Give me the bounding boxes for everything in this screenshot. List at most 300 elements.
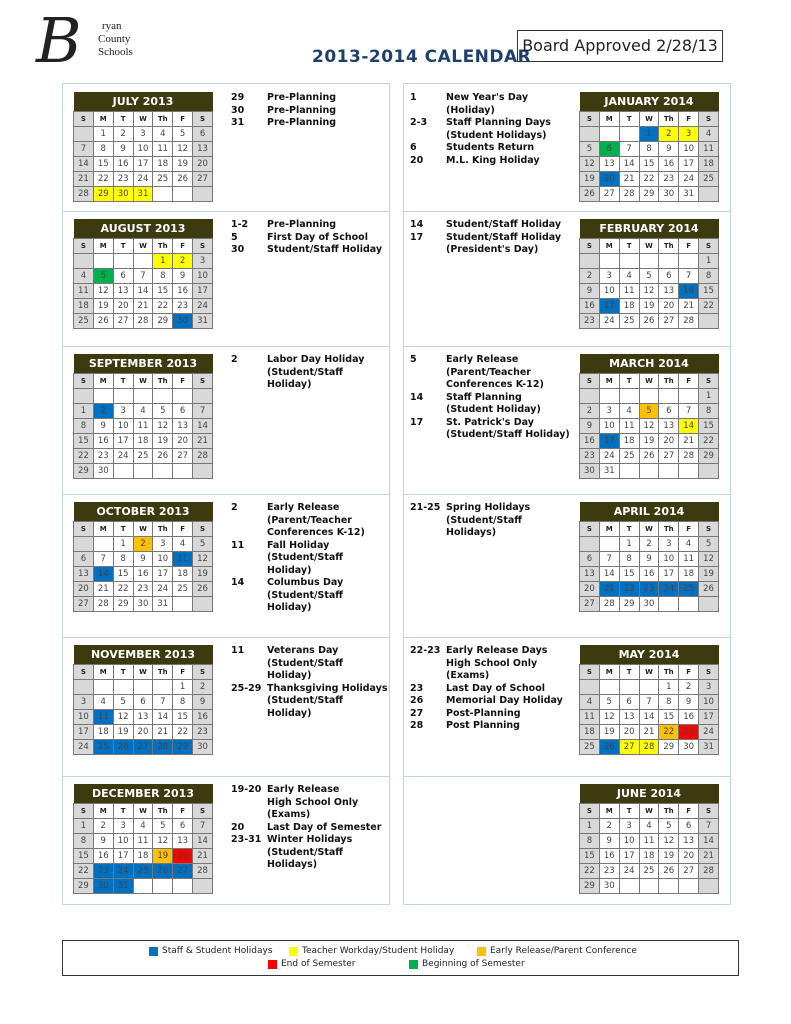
event-list	[410, 92, 575, 167]
day-cell: 8	[74, 834, 94, 849]
day-cell: 24	[599, 449, 619, 464]
day-cell: 14	[153, 710, 173, 725]
day-cell: 21	[699, 849, 719, 864]
day-cell: 23	[639, 582, 659, 597]
day-cell: 2	[93, 819, 113, 834]
day-cell: 21	[639, 725, 659, 740]
day-cell: 12	[659, 834, 679, 849]
weekday-header: S	[699, 112, 719, 127]
day-cell: 1	[93, 127, 113, 142]
day-cell: 13	[193, 142, 213, 157]
day-cell: 10	[619, 834, 639, 849]
event-date: 17	[410, 231, 424, 243]
month-panel	[404, 211, 730, 347]
day-cell: 11	[580, 710, 600, 725]
day-cell: 17	[193, 284, 213, 299]
day-cell: 30	[659, 187, 679, 202]
weekday-header: W	[639, 665, 659, 680]
empty-cell	[619, 127, 639, 142]
day-cell: 17	[679, 157, 699, 172]
event-description: Staff Planning Days (Student Holidays)	[446, 117, 551, 141]
month-calendar	[579, 219, 719, 329]
day-cell: 27	[659, 449, 679, 464]
day-cell: 18	[619, 299, 639, 314]
month-calendar	[73, 784, 213, 894]
day-cell: 27	[580, 597, 600, 612]
month-panel	[404, 494, 730, 638]
day-cell: 5	[193, 537, 213, 552]
event-date: 31	[231, 117, 245, 128]
weekday-header: W	[639, 374, 659, 389]
day-cell: 14	[193, 419, 213, 434]
event-date: 14	[410, 391, 424, 403]
day-cell: 2	[599, 819, 619, 834]
legend	[62, 940, 739, 976]
day-cell: 16	[599, 849, 619, 864]
event-date: 27	[410, 707, 424, 719]
day-cell: 2	[193, 680, 213, 695]
day-cell: 22	[74, 449, 94, 464]
event-date: 22-23	[410, 645, 441, 656]
empty-cell	[580, 537, 600, 552]
day-cell: 6	[580, 552, 600, 567]
empty-cell	[113, 680, 133, 695]
month-title: MAY 2014	[580, 645, 719, 665]
weekday-header: F	[173, 239, 193, 254]
logo-letter: B	[36, 4, 82, 77]
day-cell: 9	[659, 142, 679, 157]
event-item	[410, 354, 575, 392]
day-cell: 9	[193, 695, 213, 710]
day-cell: 6	[113, 269, 133, 284]
day-cell: 29	[74, 464, 94, 479]
weekday-header: Th	[153, 239, 173, 254]
right-column	[403, 83, 731, 905]
legend-item	[149, 946, 273, 956]
day-cell: 3	[113, 819, 133, 834]
day-cell: 6	[679, 819, 699, 834]
event-description: Early Release (Parent/Teacher Conferences K-12)	[446, 354, 544, 390]
empty-cell	[93, 254, 113, 269]
day-cell: 17	[113, 849, 133, 864]
weekday-header: T	[113, 112, 133, 127]
event-description: Last Day of Semester	[267, 821, 382, 833]
month-calendar	[579, 645, 719, 755]
empty-cell	[599, 127, 619, 142]
day-cell: 13	[659, 419, 679, 434]
event-date: 30	[231, 104, 245, 116]
weekday-header: W	[639, 804, 659, 819]
day-cell: 18	[619, 434, 639, 449]
day-cell: 13	[74, 567, 94, 582]
day-cell: 2	[679, 680, 699, 695]
day-cell: 12	[173, 142, 193, 157]
event-description: M.L. King Holiday	[446, 154, 540, 166]
empty-cell	[619, 879, 639, 894]
day-cell: 24	[133, 172, 153, 187]
day-cell: 24	[619, 864, 639, 879]
day-cell: 22	[699, 434, 719, 449]
day-cell: 28	[639, 740, 659, 755]
weekday-header: S	[580, 374, 600, 389]
month-title: OCTOBER 2013	[74, 502, 213, 522]
day-cell: 6	[659, 404, 679, 419]
day-cell: 15	[580, 849, 600, 864]
event-item	[410, 142, 575, 155]
empty-cell	[193, 187, 213, 202]
day-cell: 12	[113, 710, 133, 725]
day-cell: 28	[93, 597, 113, 612]
day-cell: 27	[133, 740, 153, 755]
day-cell: 28	[599, 597, 619, 612]
empty-cell	[153, 389, 173, 404]
day-cell: 25	[133, 449, 153, 464]
event-description: Post Planning	[446, 720, 520, 731]
day-cell: 14	[193, 834, 213, 849]
event-item	[231, 244, 389, 257]
weekday-header: M	[93, 804, 113, 819]
day-cell: 9	[580, 284, 600, 299]
swatch-icon	[149, 947, 158, 956]
day-cell: 10	[659, 552, 679, 567]
day-cell: 8	[580, 834, 600, 849]
day-cell: 1	[113, 537, 133, 552]
weekday-header: Th	[659, 112, 679, 127]
empty-cell	[679, 597, 699, 612]
event-item	[231, 540, 389, 578]
legend-item	[409, 959, 525, 969]
event-list	[231, 354, 389, 392]
weekday-header: S	[74, 112, 94, 127]
day-cell: 25	[153, 172, 173, 187]
weekday-header: T	[619, 804, 639, 819]
day-cell: 26	[193, 582, 213, 597]
day-cell: 30	[133, 597, 153, 612]
event-date: 25-29	[231, 682, 262, 694]
weekday-header: F	[679, 665, 699, 680]
empty-cell	[580, 254, 600, 269]
day-cell: 5	[153, 819, 173, 834]
month-title: NOVEMBER 2013	[74, 645, 213, 665]
day-cell: 6	[619, 695, 639, 710]
day-cell: 25	[133, 864, 153, 879]
weekday-header: T	[619, 374, 639, 389]
empty-cell	[639, 680, 659, 695]
day-cell: 24	[599, 314, 619, 329]
day-cell: 11	[173, 552, 193, 567]
event-date: 20	[231, 821, 245, 833]
day-cell: 22	[619, 582, 639, 597]
day-cell: 24	[113, 449, 133, 464]
bryan-county-schools-logo	[36, 4, 146, 77]
event-description: Memorial Day Holiday	[446, 695, 563, 706]
month-title: MARCH 2014	[580, 354, 719, 374]
month-calendar	[73, 92, 213, 202]
day-cell: 12	[93, 284, 113, 299]
empty-cell	[74, 537, 94, 552]
day-cell: 1	[580, 819, 600, 834]
event-item	[231, 219, 389, 232]
month-panel	[63, 637, 389, 777]
weekday-header: Th	[659, 665, 679, 680]
event-item	[410, 92, 575, 117]
month-calendar	[73, 219, 213, 329]
day-cell: 21	[133, 299, 153, 314]
empty-cell	[580, 680, 600, 695]
day-cell: 29	[659, 740, 679, 755]
day-cell: 28	[153, 740, 173, 755]
day-cell: 23	[133, 582, 153, 597]
weekday-header: Th	[153, 522, 173, 537]
day-cell: 11	[639, 834, 659, 849]
day-cell: 26	[580, 187, 600, 202]
empty-cell	[193, 597, 213, 612]
day-cell: 11	[93, 710, 113, 725]
weekday-header: M	[93, 239, 113, 254]
day-cell: 5	[93, 269, 113, 284]
swatch-icon	[477, 947, 486, 956]
day-cell: 10	[113, 419, 133, 434]
day-cell: 26	[599, 740, 619, 755]
empty-cell	[173, 389, 193, 404]
day-cell: 12	[580, 157, 600, 172]
event-date: 29	[231, 92, 245, 103]
day-cell: 7	[679, 269, 699, 284]
empty-cell	[193, 464, 213, 479]
month-panel	[404, 84, 730, 212]
day-cell: 1	[173, 680, 193, 695]
day-cell: 4	[639, 819, 659, 834]
legend-label: Early Release/Parent Conference	[490, 946, 637, 956]
day-cell: 17	[599, 434, 619, 449]
day-cell: 18	[580, 725, 600, 740]
weekday-header: T	[619, 665, 639, 680]
logo-text: ryan	[102, 20, 122, 32]
weekday-header: M	[93, 112, 113, 127]
day-cell: 15	[93, 157, 113, 172]
event-date: 21-25	[410, 502, 441, 513]
day-cell: 5	[699, 537, 719, 552]
empty-cell	[619, 389, 639, 404]
event-item	[410, 392, 575, 417]
day-cell: 19	[193, 567, 213, 582]
logo-text: Schools	[98, 46, 133, 58]
event-item	[410, 155, 575, 168]
day-cell: 20	[133, 725, 153, 740]
event-date: 1	[410, 92, 417, 103]
event-list	[231, 645, 389, 720]
event-date: 5	[231, 231, 238, 243]
event-item	[231, 577, 389, 615]
event-item	[231, 822, 389, 835]
day-cell: 5	[113, 695, 133, 710]
day-cell: 6	[599, 142, 619, 157]
day-cell: 2	[173, 254, 193, 269]
day-cell: 17	[133, 157, 153, 172]
event-item	[410, 683, 575, 696]
day-cell: 22	[639, 172, 659, 187]
event-date: 20	[410, 154, 424, 166]
day-cell: 26	[639, 449, 659, 464]
day-cell: 15	[619, 567, 639, 582]
event-description: Pre-Planning	[267, 104, 337, 116]
empty-cell	[74, 389, 94, 404]
weekday-header: S	[74, 804, 94, 819]
day-cell: 8	[659, 695, 679, 710]
empty-cell	[659, 879, 679, 894]
month-title: DECEMBER 2013	[74, 784, 213, 804]
day-cell: 30	[113, 187, 133, 202]
month-panel	[63, 346, 389, 495]
day-cell: 3	[659, 537, 679, 552]
day-cell: 21	[193, 849, 213, 864]
day-cell: 4	[74, 269, 94, 284]
day-cell: 20	[659, 434, 679, 449]
day-cell: 8	[619, 552, 639, 567]
empty-cell	[679, 254, 699, 269]
logo-text: County	[98, 33, 131, 45]
day-cell: 24	[699, 725, 719, 740]
day-cell: 19	[659, 849, 679, 864]
empty-cell	[93, 537, 113, 552]
event-description: Last Day of School	[446, 682, 545, 694]
weekday-header: M	[599, 522, 619, 537]
day-cell: 22	[659, 725, 679, 740]
day-cell: 17	[599, 299, 619, 314]
day-cell: 3	[113, 404, 133, 419]
day-cell: 10	[679, 142, 699, 157]
day-cell: 27	[679, 864, 699, 879]
day-cell: 2	[580, 269, 600, 284]
day-cell: 26	[639, 314, 659, 329]
weekday-header: F	[679, 522, 699, 537]
day-cell: 9	[113, 142, 133, 157]
day-cell: 19	[173, 157, 193, 172]
empty-cell	[679, 464, 699, 479]
day-cell: 8	[113, 552, 133, 567]
day-cell: 13	[133, 710, 153, 725]
swatch-icon	[268, 960, 277, 969]
day-cell: 27	[173, 864, 193, 879]
day-cell: 25	[619, 449, 639, 464]
event-description: New Year's Day (Holiday)	[446, 92, 529, 116]
weekday-header: F	[679, 239, 699, 254]
day-cell: 19	[639, 299, 659, 314]
day-cell: 23	[173, 299, 193, 314]
empty-cell	[193, 879, 213, 894]
day-cell: 16	[133, 567, 153, 582]
empty-cell	[679, 879, 699, 894]
day-cell: 18	[639, 849, 659, 864]
event-list	[410, 502, 575, 540]
day-cell: 11	[74, 284, 94, 299]
day-cell: 18	[74, 299, 94, 314]
day-cell: 5	[153, 404, 173, 419]
day-cell: 30	[599, 879, 619, 894]
legend-item	[289, 946, 454, 956]
day-cell: 15	[113, 567, 133, 582]
day-cell: 29	[74, 879, 94, 894]
event-list	[231, 784, 389, 872]
weekday-header: Th	[659, 804, 679, 819]
empty-cell	[153, 879, 173, 894]
day-cell: 2	[659, 127, 679, 142]
day-cell: 12	[639, 419, 659, 434]
weekday-header: M	[93, 374, 113, 389]
day-cell: 28	[193, 864, 213, 879]
day-cell: 19	[113, 725, 133, 740]
day-cell: 14	[639, 710, 659, 725]
day-cell: 3	[193, 254, 213, 269]
weekday-header: S	[699, 522, 719, 537]
event-item	[410, 720, 575, 733]
day-cell: 21	[599, 582, 619, 597]
day-cell: 18	[133, 434, 153, 449]
weekday-header: F	[679, 112, 699, 127]
day-cell: 7	[153, 695, 173, 710]
day-cell: 31	[133, 187, 153, 202]
event-description: Student/Staff Holiday	[446, 219, 562, 230]
day-cell: 11	[619, 284, 639, 299]
event-date: 14	[231, 577, 245, 588]
day-cell: 27	[173, 449, 193, 464]
day-cell: 23	[580, 314, 600, 329]
weekday-header: W	[133, 239, 153, 254]
weekday-header: S	[580, 239, 600, 254]
event-description: Fall Holiday (Student/Staff Holiday)	[267, 539, 343, 576]
event-date: 28	[410, 720, 424, 731]
empty-cell	[639, 879, 659, 894]
empty-cell	[133, 464, 153, 479]
day-cell: 8	[699, 404, 719, 419]
day-cell: 22	[74, 864, 94, 879]
event-item	[231, 354, 389, 392]
day-cell: 10	[699, 695, 719, 710]
day-cell: 3	[133, 127, 153, 142]
day-cell: 9	[133, 552, 153, 567]
day-cell: 10	[113, 834, 133, 849]
day-cell: 17	[153, 567, 173, 582]
empty-cell	[619, 680, 639, 695]
month-title: APRIL 2014	[580, 502, 719, 522]
day-cell: 21	[679, 434, 699, 449]
event-description: Post-Planning	[446, 707, 521, 719]
day-cell: 23	[93, 864, 113, 879]
day-cell: 28	[74, 187, 94, 202]
month-panel	[63, 776, 389, 904]
day-cell: 11	[619, 419, 639, 434]
event-date: 2-3	[410, 117, 428, 128]
weekday-header: S	[699, 804, 719, 819]
event-item	[231, 105, 389, 118]
day-cell: 7	[74, 142, 94, 157]
month-panel	[63, 84, 389, 212]
day-cell: 14	[133, 284, 153, 299]
day-cell: 1	[153, 254, 173, 269]
day-cell: 9	[679, 695, 699, 710]
day-cell: 24	[113, 864, 133, 879]
weekday-header: S	[580, 112, 600, 127]
day-cell: 12	[193, 552, 213, 567]
day-cell: 9	[639, 552, 659, 567]
day-cell: 30	[580, 464, 600, 479]
day-cell: 23	[580, 449, 600, 464]
day-cell: 25	[619, 314, 639, 329]
day-cell: 7	[133, 269, 153, 284]
empty-cell	[74, 680, 94, 695]
day-cell: 16	[659, 157, 679, 172]
day-cell: 19	[699, 567, 719, 582]
